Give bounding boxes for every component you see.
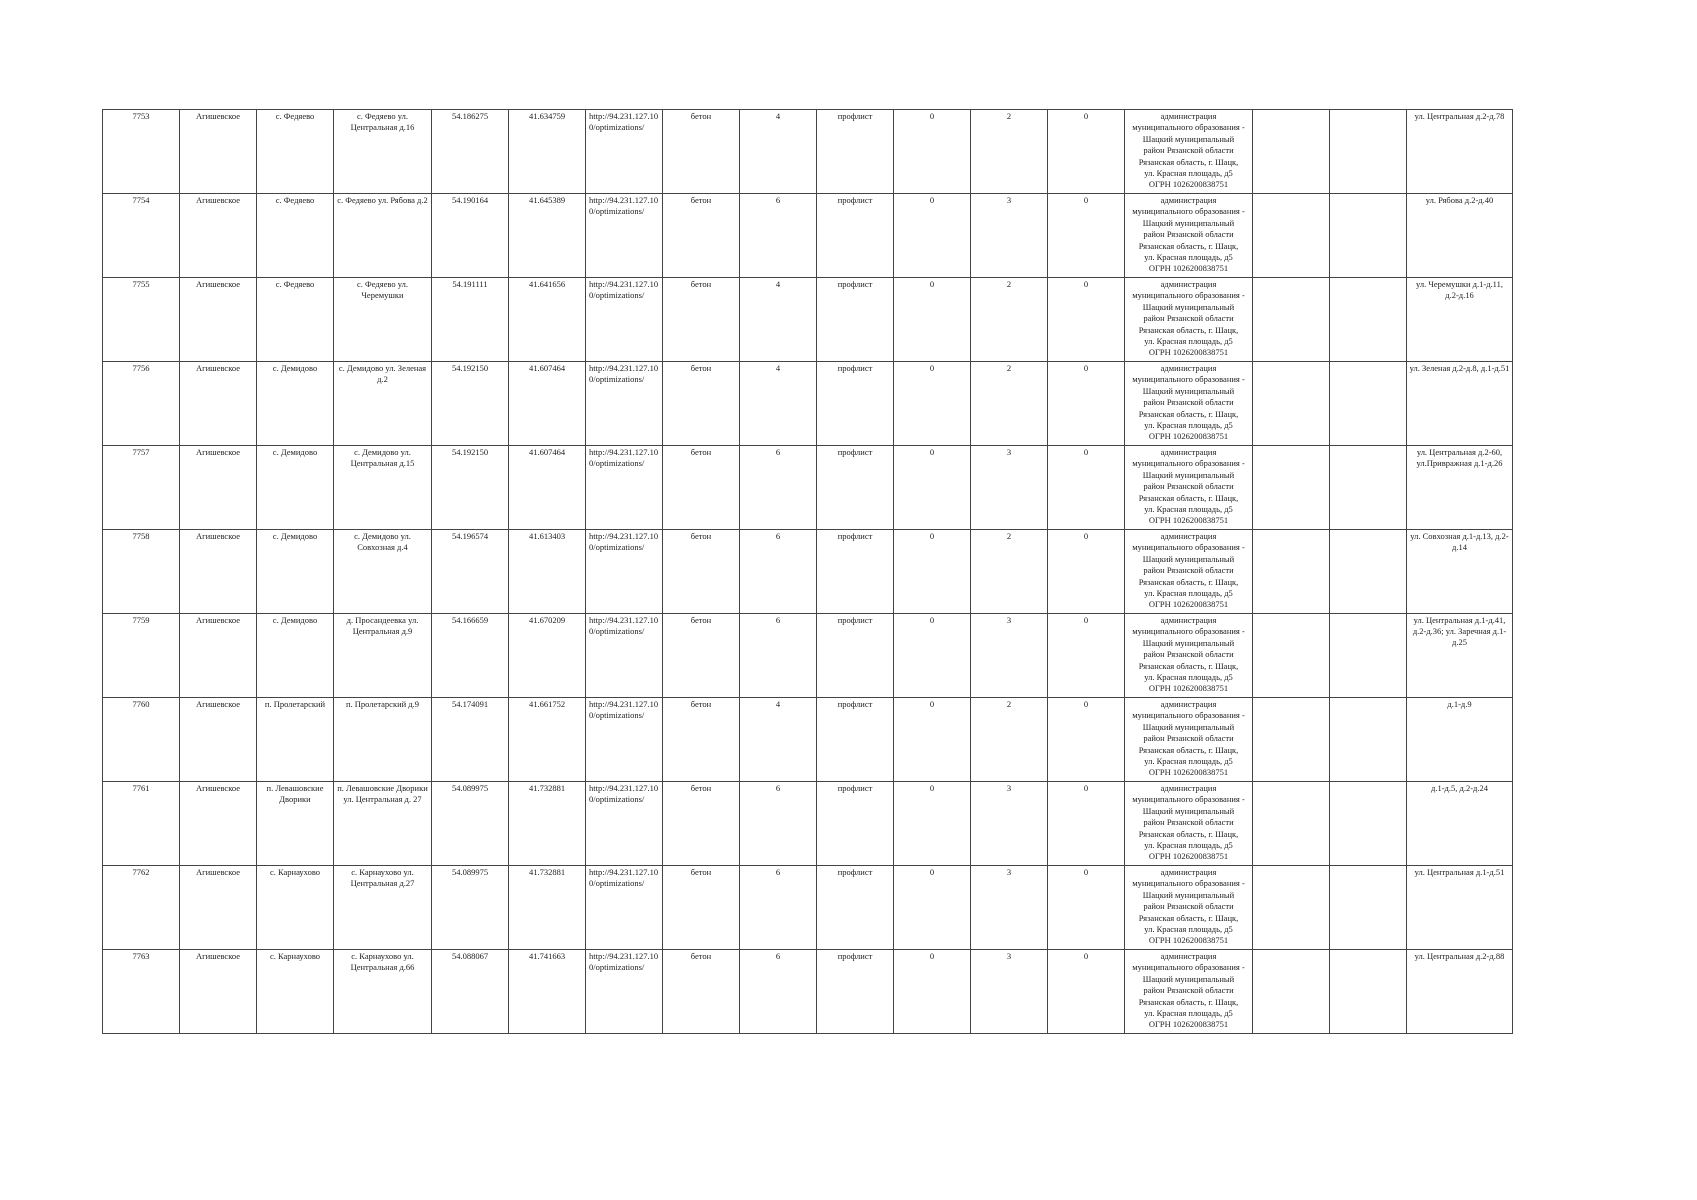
cell-surface: бетон: [663, 194, 740, 278]
cell-area: 4: [740, 278, 817, 362]
table-row: [103, 278, 1513, 362]
cell-surface: бетон: [663, 362, 740, 446]
cell-owner: администрация муниципального образования - Шацкий муниципальный район Рязанской области Рязанская область, г. Шацк, ул. Красная площадь, д5 ОГРН 1026200838751: [1125, 614, 1253, 698]
cell-surface: бетон: [663, 446, 740, 530]
cell-longitude: 41.613403: [509, 530, 586, 614]
registry-body: [103, 110, 1513, 1034]
cell-fence: профлист: [817, 194, 894, 278]
cell-address: п. Левашовские Дворики ул. Центральная д. 27: [334, 782, 432, 866]
cell-owner: администрация муниципального образования - Шацкий муниципальный район Рязанской области Рязанская область, г. Шацк, ул. Красная площадь, д5 ОГРН 1026200838751: [1125, 362, 1253, 446]
cell-count-2: 3: [971, 446, 1048, 530]
cell-fence: профлист: [817, 950, 894, 1034]
cell-served-addresses: ул. Центральная д.1-д.41, д.2-д.36; ул. Заречная д.1-д.25: [1407, 614, 1513, 698]
cell-address: с. Федяево ул. Черемушки: [334, 278, 432, 362]
cell-number: 7763: [103, 950, 180, 1034]
cell-area: 6: [740, 782, 817, 866]
cell-latitude: 54.186275: [432, 110, 509, 194]
cell-number: 7755: [103, 278, 180, 362]
cell-address: с. Карнаухово ул. Центральная д.66: [334, 950, 432, 1034]
cell-empty-1: [1253, 110, 1330, 194]
cell-number: 7756: [103, 362, 180, 446]
cell-url: http://94.231.127.100/optimizations/: [586, 362, 663, 446]
cell-surface: бетон: [663, 530, 740, 614]
cell-latitude: 54.190164: [432, 194, 509, 278]
cell-settlement: Агишевское: [180, 698, 257, 782]
cell-count-2: 3: [971, 614, 1048, 698]
cell-locality: с. Карнаухово: [257, 866, 334, 950]
cell-empty-2: [1330, 194, 1407, 278]
cell-empty-1: [1253, 614, 1330, 698]
cell-served-addresses: ул. Зеленая д.2-д.8, д.1-д.51: [1407, 362, 1513, 446]
cell-count-1: 0: [894, 278, 971, 362]
cell-longitude: 41.645389: [509, 194, 586, 278]
cell-owner: администрация муниципального образования - Шацкий муниципальный район Рязанской области Рязанская область, г. Шацк, ул. Красная площадь, д5 ОГРН 1026200838751: [1125, 866, 1253, 950]
cell-address: с. Демидово ул. Центральная д.15: [334, 446, 432, 530]
table-row: [103, 950, 1513, 1034]
cell-settlement: Агишевское: [180, 110, 257, 194]
cell-count-1: 0: [894, 614, 971, 698]
cell-count-3: 0: [1048, 614, 1125, 698]
cell-owner: администрация муниципального образования - Шацкий муниципальный район Рязанской области Рязанская область, г. Шацк, ул. Красная площадь, д5 ОГРН 1026200838751: [1125, 782, 1253, 866]
cell-count-2: 2: [971, 530, 1048, 614]
cell-locality: п. Левашовские Дворики: [257, 782, 334, 866]
cell-latitude: 54.088067: [432, 950, 509, 1034]
cell-count-1: 0: [894, 194, 971, 278]
cell-latitude: 54.192150: [432, 446, 509, 530]
cell-locality: с. Федяево: [257, 278, 334, 362]
cell-url: http://94.231.127.100/optimizations/: [586, 698, 663, 782]
cell-longitude: 41.741663: [509, 950, 586, 1034]
cell-settlement: Агишевское: [180, 614, 257, 698]
cell-fence: профлист: [817, 362, 894, 446]
cell-address: с. Федяево ул. Центральная д.16: [334, 110, 432, 194]
cell-url: http://94.231.127.100/optimizations/: [586, 950, 663, 1034]
cell-owner: администрация муниципального образования - Шацкий муниципальный район Рязанской области Рязанская область, г. Шацк, ул. Красная площадь, д5 ОГРН 1026200838751: [1125, 698, 1253, 782]
cell-owner: администрация муниципального образования - Шацкий муниципальный район Рязанской области Рязанская область, г. Шацк, ул. Красная площадь, д5 ОГРН 1026200838751: [1125, 446, 1253, 530]
cell-longitude: 41.670209: [509, 614, 586, 698]
cell-settlement: Агишевское: [180, 866, 257, 950]
cell-fence: профлист: [817, 698, 894, 782]
cell-surface: бетон: [663, 698, 740, 782]
cell-surface: бетон: [663, 950, 740, 1034]
cell-longitude: 41.641656: [509, 278, 586, 362]
cell-count-3: 0: [1048, 866, 1125, 950]
cell-settlement: Агишевское: [180, 446, 257, 530]
cell-count-1: 0: [894, 782, 971, 866]
cell-longitude: 41.661752: [509, 698, 586, 782]
cell-address: с. Карнаухово ул. Центральная д.27: [334, 866, 432, 950]
cell-count-3: 0: [1048, 362, 1125, 446]
cell-number: 7757: [103, 446, 180, 530]
cell-served-addresses: д.1-д.5, д.2-д.24: [1407, 782, 1513, 866]
cell-surface: бетон: [663, 110, 740, 194]
cell-fence: профлист: [817, 110, 894, 194]
cell-count-2: 3: [971, 866, 1048, 950]
table-row: [103, 194, 1513, 278]
table-row: [103, 614, 1513, 698]
cell-number: 7761: [103, 782, 180, 866]
cell-count-1: 0: [894, 362, 971, 446]
table-row: [103, 362, 1513, 446]
cell-locality: с. Федяево: [257, 110, 334, 194]
cell-address: д. Просандеевка ул. Центральная д.9: [334, 614, 432, 698]
cell-served-addresses: ул. Центральная д.2-60, ул.Привражная д.1-д.26: [1407, 446, 1513, 530]
cell-url: http://94.231.127.100/optimizations/: [586, 110, 663, 194]
cell-empty-2: [1330, 782, 1407, 866]
cell-url: http://94.231.127.100/optimizations/: [586, 866, 663, 950]
cell-count-3: 0: [1048, 698, 1125, 782]
cell-count-3: 0: [1048, 446, 1125, 530]
cell-fence: профлист: [817, 278, 894, 362]
cell-served-addresses: ул. Рябова д.2-д.40: [1407, 194, 1513, 278]
cell-empty-1: [1253, 698, 1330, 782]
cell-locality: п. Пролетарский: [257, 698, 334, 782]
cell-latitude: 54.089975: [432, 866, 509, 950]
registry-table: [102, 109, 1513, 1034]
cell-longitude: 41.607464: [509, 446, 586, 530]
cell-count-3: 0: [1048, 278, 1125, 362]
cell-url: http://94.231.127.100/optimizations/: [586, 278, 663, 362]
cell-empty-2: [1330, 614, 1407, 698]
cell-count-2: 2: [971, 278, 1048, 362]
cell-locality: с. Карнаухово: [257, 950, 334, 1034]
cell-count-2: 2: [971, 698, 1048, 782]
cell-fence: профлист: [817, 866, 894, 950]
cell-settlement: Агишевское: [180, 950, 257, 1034]
cell-number: 7754: [103, 194, 180, 278]
cell-served-addresses: ул. Центральная д.2-д.88: [1407, 950, 1513, 1034]
cell-url: http://94.231.127.100/optimizations/: [586, 614, 663, 698]
cell-locality: с. Демидово: [257, 530, 334, 614]
cell-empty-1: [1253, 530, 1330, 614]
cell-owner: администрация муниципального образования - Шацкий муниципальный район Рязанской области Рязанская область, г. Шацк, ул. Красная площадь, д5 ОГРН 1026200838751: [1125, 194, 1253, 278]
cell-count-1: 0: [894, 446, 971, 530]
cell-empty-1: [1253, 194, 1330, 278]
cell-count-2: 3: [971, 782, 1048, 866]
cell-latitude: 54.174091: [432, 698, 509, 782]
cell-longitude: 41.607464: [509, 362, 586, 446]
cell-count-2: 3: [971, 194, 1048, 278]
cell-count-1: 0: [894, 950, 971, 1034]
cell-empty-2: [1330, 362, 1407, 446]
cell-url: http://94.231.127.100/optimizations/: [586, 194, 663, 278]
cell-empty-2: [1330, 110, 1407, 194]
cell-longitude: 41.732881: [509, 782, 586, 866]
cell-url: http://94.231.127.100/optimizations/: [586, 782, 663, 866]
cell-latitude: 54.192150: [432, 362, 509, 446]
cell-address: с. Демидово ул. Зеленая д.2: [334, 362, 432, 446]
cell-number: 7760: [103, 698, 180, 782]
cell-settlement: Агишевское: [180, 194, 257, 278]
cell-area: 6: [740, 194, 817, 278]
cell-empty-2: [1330, 866, 1407, 950]
cell-area: 6: [740, 614, 817, 698]
cell-area: 4: [740, 698, 817, 782]
cell-url: http://94.231.127.100/optimizations/: [586, 530, 663, 614]
cell-count-1: 0: [894, 866, 971, 950]
cell-surface: бетон: [663, 866, 740, 950]
cell-count-2: 3: [971, 950, 1048, 1034]
cell-owner: администрация муниципального образования - Шацкий муниципальный район Рязанской области Рязанская область, г. Шацк, ул. Красная площадь, д5 ОГРН 1026200838751: [1125, 530, 1253, 614]
cell-longitude: 41.732881: [509, 866, 586, 950]
table-row: [103, 110, 1513, 194]
cell-surface: бетон: [663, 782, 740, 866]
cell-owner: администрация муниципального образования - Шацкий муниципальный район Рязанской области Рязанская область, г. Шацк, ул. Красная площадь, д5 ОГРН 1026200838751: [1125, 950, 1253, 1034]
cell-area: 4: [740, 110, 817, 194]
cell-empty-1: [1253, 446, 1330, 530]
cell-surface: бетон: [663, 278, 740, 362]
cell-empty-1: [1253, 782, 1330, 866]
table-row: [103, 782, 1513, 866]
cell-settlement: Агишевское: [180, 782, 257, 866]
cell-empty-2: [1330, 698, 1407, 782]
table-row: [103, 446, 1513, 530]
cell-empty-2: [1330, 950, 1407, 1034]
cell-fence: профлист: [817, 614, 894, 698]
cell-number: 7759: [103, 614, 180, 698]
cell-area: 6: [740, 446, 817, 530]
cell-fence: профлист: [817, 782, 894, 866]
cell-number: 7762: [103, 866, 180, 950]
cell-fence: профлист: [817, 530, 894, 614]
cell-surface: бетон: [663, 614, 740, 698]
cell-empty-2: [1330, 278, 1407, 362]
cell-empty-1: [1253, 278, 1330, 362]
cell-address: с. Федяево ул. Рябова д.2: [334, 194, 432, 278]
cell-latitude: 54.191111: [432, 278, 509, 362]
cell-count-1: 0: [894, 698, 971, 782]
cell-number: 7753: [103, 110, 180, 194]
cell-longitude: 41.634759: [509, 110, 586, 194]
cell-number: 7758: [103, 530, 180, 614]
table-row: [103, 698, 1513, 782]
table-row: [103, 530, 1513, 614]
cell-latitude: 54.196574: [432, 530, 509, 614]
cell-served-addresses: ул. Центральная д.1-д.51: [1407, 866, 1513, 950]
cell-settlement: Агишевское: [180, 362, 257, 446]
cell-count-2: 2: [971, 362, 1048, 446]
cell-count-3: 0: [1048, 530, 1125, 614]
cell-settlement: Агишевское: [180, 278, 257, 362]
cell-count-3: 0: [1048, 782, 1125, 866]
cell-empty-2: [1330, 530, 1407, 614]
cell-locality: с. Демидово: [257, 614, 334, 698]
cell-served-addresses: ул. Центральная д.2-д.78: [1407, 110, 1513, 194]
cell-url: http://94.231.127.100/optimizations/: [586, 446, 663, 530]
cell-latitude: 54.089975: [432, 782, 509, 866]
cell-area: 6: [740, 530, 817, 614]
cell-empty-2: [1330, 446, 1407, 530]
cell-count-1: 0: [894, 110, 971, 194]
cell-empty-1: [1253, 950, 1330, 1034]
cell-settlement: Агишевское: [180, 530, 257, 614]
cell-locality: с. Федяево: [257, 194, 334, 278]
cell-owner: администрация муниципального образования - Шацкий муниципальный район Рязанской области Рязанская область, г. Шацк, ул. Красная площадь, д5 ОГРН 1026200838751: [1125, 110, 1253, 194]
cell-count-1: 0: [894, 530, 971, 614]
cell-served-addresses: д.1-д.9: [1407, 698, 1513, 782]
cell-address: п. Пролетарский д.9: [334, 698, 432, 782]
cell-count-2: 2: [971, 110, 1048, 194]
cell-owner: администрация муниципального образования - Шацкий муниципальный район Рязанской области Рязанская область, г. Шацк, ул. Красная площадь, д5 ОГРН 1026200838751: [1125, 278, 1253, 362]
cell-address: с. Демидово ул. Совхозная д.4: [334, 530, 432, 614]
cell-served-addresses: ул. Черемушки д.1-д.11, д.2-д.16: [1407, 278, 1513, 362]
cell-count-3: 0: [1048, 110, 1125, 194]
cell-count-3: 0: [1048, 194, 1125, 278]
cell-empty-1: [1253, 866, 1330, 950]
cell-latitude: 54.166659: [432, 614, 509, 698]
cell-served-addresses: ул. Совхозная д.1-д.13, д.2-д.14: [1407, 530, 1513, 614]
table-row: [103, 866, 1513, 950]
cell-area: 6: [740, 950, 817, 1034]
cell-area: 6: [740, 866, 817, 950]
cell-fence: профлист: [817, 446, 894, 530]
cell-area: 4: [740, 362, 817, 446]
cell-locality: с. Демидово: [257, 362, 334, 446]
cell-locality: с. Демидово: [257, 446, 334, 530]
cell-count-3: 0: [1048, 950, 1125, 1034]
cell-empty-1: [1253, 362, 1330, 446]
